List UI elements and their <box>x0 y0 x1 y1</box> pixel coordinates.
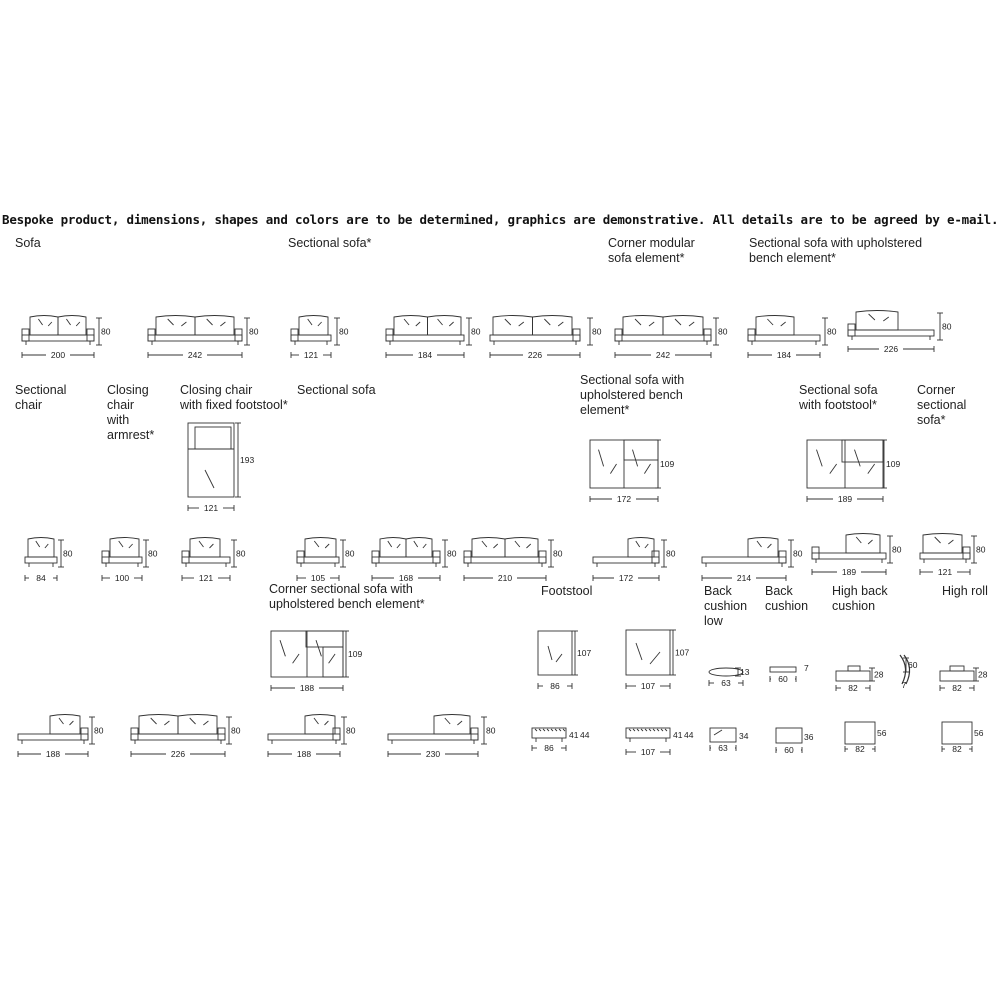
cushion-crease <box>767 319 773 325</box>
dimension-label: 80 <box>231 725 241 736</box>
cushion-crease <box>482 541 487 547</box>
label-back-cushion: Back cushion <box>765 584 809 613</box>
cushion-crease <box>36 541 40 547</box>
cushion-crease <box>645 544 648 548</box>
dimension-label: 63 <box>718 743 728 753</box>
dimension-label: 80 <box>346 725 356 736</box>
sofa-seat <box>268 734 340 740</box>
cushion-crease <box>404 319 409 325</box>
plan-crease <box>556 654 562 662</box>
cushion-crease <box>119 541 123 547</box>
cushion-crease <box>48 322 52 326</box>
footstool-stitch <box>649 729 651 731</box>
plan-crease <box>633 450 638 467</box>
cushion-crease <box>519 322 524 326</box>
cushion-crease <box>308 319 312 325</box>
sofa-seat <box>372 557 440 563</box>
plan-crease <box>548 646 552 660</box>
footstool-stitch <box>653 729 655 731</box>
cushion-crease <box>203 721 208 725</box>
cushion-crease <box>445 718 450 724</box>
dimension-label: 86 <box>544 743 554 753</box>
dimension-label: 188 <box>45 749 61 759</box>
back-cushion-shape <box>628 538 654 558</box>
dimension-label: 242 <box>655 350 671 360</box>
footstool-stitch <box>563 729 565 731</box>
cushion-crease <box>935 537 941 543</box>
plan-bench <box>306 631 343 647</box>
cushion-crease <box>397 544 400 548</box>
cushion-crease <box>856 537 861 543</box>
cushion-crease <box>66 319 70 325</box>
footstool-front <box>532 728 566 738</box>
plan-crease <box>280 640 285 656</box>
dimension-label: 121 <box>198 573 214 583</box>
sofa-seat <box>388 734 478 740</box>
dimension-label: 82 <box>855 744 865 754</box>
dimension-label: 80 <box>892 544 902 555</box>
cushion-crease <box>325 544 329 548</box>
back-cushion-shape <box>846 534 880 554</box>
dimension-label: 13 <box>740 667 750 677</box>
back-cushion-shape <box>406 538 432 558</box>
footstool-plan <box>538 631 572 675</box>
label-sectional-sofa-star: Sectional sofa* <box>288 236 372 250</box>
label-sectional-bench-1: Sectional sofa with upholstered bench element* <box>749 236 923 265</box>
dimension-label: 60 <box>778 674 788 684</box>
dimension-label: 189 <box>841 567 857 577</box>
cushion-plan <box>776 728 802 743</box>
back-cushion-shape <box>299 316 328 336</box>
footstool-stitch <box>559 729 561 731</box>
cushion-crease <box>768 544 772 548</box>
sofa-seat <box>464 557 546 563</box>
cushion-crease <box>515 541 520 547</box>
cushion-crease <box>414 541 418 547</box>
back-cushion-shape <box>505 538 538 558</box>
dimension-label: 80 <box>94 725 104 736</box>
cushion-crease <box>757 541 762 547</box>
dimension-label: 28 <box>874 669 884 680</box>
dimension-label: 100 <box>114 573 130 583</box>
dimension-label: 184 <box>776 350 792 360</box>
back-cushion-shape <box>190 538 220 558</box>
sofa-seat <box>291 335 331 341</box>
back-cushion-shape <box>305 538 336 558</box>
dimension-label: 80 <box>793 548 803 559</box>
dimension-label: 80 <box>942 321 952 332</box>
cushion-crease <box>190 718 196 724</box>
dimension-label: 109 <box>660 459 675 469</box>
dimension-label: 34 <box>739 731 749 741</box>
cushion-crease <box>164 721 169 725</box>
dimension-label: 80 <box>447 548 457 559</box>
footstool-stitch <box>633 729 635 731</box>
label-sectional-chair: Sectional chair <box>15 383 67 412</box>
dimension-label: 188 <box>296 749 312 759</box>
cushion-crease <box>781 322 786 326</box>
label-corner-modular: Corner modular sofa element* <box>608 236 695 265</box>
dimension-label: 80 <box>827 326 837 337</box>
plan-crease <box>205 470 214 488</box>
dimension-label: 7 <box>901 680 907 690</box>
dimension-label: 56 <box>877 728 887 738</box>
dimension-label: 172 <box>616 494 632 504</box>
cushion-crease <box>210 544 214 548</box>
back-cushion-shape <box>110 538 139 558</box>
cushion-crease <box>868 540 872 544</box>
dimension-label: 82 <box>952 683 962 693</box>
back-cushion-shape <box>156 316 195 336</box>
dimension-label: 80 <box>486 725 496 736</box>
back-cushion-shape <box>856 311 898 331</box>
dimension-label: 214 <box>736 573 752 583</box>
back-cushion-shape <box>472 538 505 558</box>
back-cushion-shape <box>30 316 58 336</box>
label-closing-chair-armrest: Closing chair with armrest* <box>107 383 155 442</box>
sofa-seat <box>22 335 94 341</box>
footstool-stitch <box>535 729 537 731</box>
dimension-label: 41 <box>673 730 683 740</box>
plan-crease <box>868 464 875 474</box>
cushion-crease <box>948 540 953 544</box>
back-cushion-shape <box>28 538 54 558</box>
back-cushion-shape <box>139 715 178 735</box>
dimension-label: 80 <box>63 548 73 559</box>
high-roll-profile <box>940 671 974 681</box>
dimension-label: 121 <box>203 503 219 513</box>
cushion-crease <box>45 544 48 548</box>
sofa-seat <box>748 335 820 341</box>
cushion-crease <box>649 322 654 326</box>
plan-crease <box>817 450 823 467</box>
dimension-label: 80 <box>666 548 676 559</box>
plan-crease <box>610 464 616 474</box>
sofa-seat <box>18 734 88 740</box>
high-roll-top <box>950 666 964 671</box>
dimension-label: 188 <box>299 683 315 693</box>
label-sofa: Sofa <box>15 236 41 250</box>
dimension-label: 41 <box>569 730 579 740</box>
footstool-stitch <box>555 729 557 731</box>
dimension-label: 60 <box>908 660 918 670</box>
cushion-crease <box>129 544 133 548</box>
plan-crease <box>636 643 642 660</box>
dimension-label: 226 <box>170 749 186 759</box>
cushion-crease <box>220 322 225 326</box>
dimension-label: 82 <box>952 744 962 754</box>
back-cushion-shape <box>178 715 217 735</box>
dimension-label: 189 <box>837 494 853 504</box>
dimension-label: 168 <box>398 573 414 583</box>
cushion-crease <box>635 319 641 325</box>
cushion-crease <box>558 322 563 326</box>
dimension-label: 107 <box>675 647 690 658</box>
dimension-label: 80 <box>553 548 563 559</box>
cushion-crease <box>318 322 322 326</box>
dimension-label: 44 <box>580 730 590 740</box>
dimension-label: 172 <box>618 573 634 583</box>
cushion-plan <box>710 728 736 742</box>
dimension-label: 80 <box>339 326 349 337</box>
cushion-crease <box>70 721 74 725</box>
cushion-crease <box>416 322 420 326</box>
cushion-crease <box>526 544 530 548</box>
footstool-front <box>626 728 670 738</box>
dimension-label: 36 <box>804 732 814 742</box>
high-cushion-top <box>848 666 860 671</box>
dimension-label: 7 <box>804 663 809 673</box>
dimension-label: 109 <box>886 459 901 469</box>
sofa-seat <box>702 557 786 563</box>
footstool-stitch <box>629 729 631 731</box>
footstool-stitch <box>641 729 643 731</box>
dimension-label: 63 <box>721 678 731 688</box>
cushion-profile <box>770 667 796 672</box>
dimension-label: 80 <box>976 544 986 555</box>
back-cushion-shape <box>533 316 573 336</box>
dimension-label: 80 <box>345 548 355 559</box>
cushion-crease <box>675 319 681 325</box>
dimension-label: 28 <box>978 669 988 680</box>
footstool-stitch <box>661 729 663 731</box>
sofa-seat <box>812 553 886 559</box>
dimension-label: 184 <box>417 350 433 360</box>
sofa-seat <box>848 330 934 336</box>
dimension-label: 107 <box>640 681 656 691</box>
dimension-label: 230 <box>425 749 441 759</box>
cushion-crease <box>689 322 694 326</box>
back-cushion-shape <box>394 316 428 336</box>
footstool-stitch <box>543 729 545 731</box>
back-cushion-shape <box>305 715 335 735</box>
cushion-crease <box>38 319 42 325</box>
sofa-seat <box>490 335 580 341</box>
plan-bench <box>624 440 658 460</box>
plan-crease <box>599 450 604 467</box>
sofa-seat <box>920 553 970 559</box>
back-cushion-shape <box>50 715 80 735</box>
label-corner-sectional: Corner sectional sofa* <box>917 383 967 427</box>
plan-crease <box>329 654 335 663</box>
sofa-seat <box>25 557 57 563</box>
dimension-label: 226 <box>883 344 899 354</box>
footstool-plan <box>626 630 670 675</box>
sofa-seat <box>131 734 225 740</box>
dimension-label: 107 <box>577 648 592 658</box>
plan-backrest <box>195 427 231 449</box>
disclaimer-notice: Bespoke product, dimensions, shapes and colors are to be determined, graphics are demonstrative. All details are to be agreed by e-mail. <box>2 212 999 227</box>
dimension-label: 80 <box>471 326 481 337</box>
cushion-plan <box>845 722 875 744</box>
footstool-stitch <box>539 729 541 731</box>
plan-crease <box>830 464 837 474</box>
cushion-crease <box>199 541 204 547</box>
dimension-label: 86 <box>550 681 560 691</box>
label-corner-sectional-bench: Corner sectional sofa with upholstered bench element* <box>269 582 425 611</box>
cushion-crease <box>168 319 174 325</box>
cushion-crease <box>883 317 888 321</box>
footstool-stitch <box>665 729 667 731</box>
sofa-seat <box>386 335 464 341</box>
label-closing-chair-footstool: Closing chair with fixed footstool* <box>180 383 288 412</box>
cushion-crease <box>181 322 186 326</box>
dimension-label: 200 <box>50 350 66 360</box>
dimension-label: 107 <box>640 747 656 757</box>
dimension-label: 84 <box>36 573 46 583</box>
sofa-seat <box>102 557 142 563</box>
dimension-label: 80 <box>101 326 111 337</box>
cushion-crease <box>869 314 875 320</box>
label-footstool: Footstool <box>541 584 593 598</box>
plan-crease <box>855 450 861 467</box>
cushion-crease <box>76 322 80 326</box>
plan-bench <box>323 647 343 677</box>
label-sectional-sofa: Sectional sofa <box>297 383 376 397</box>
back-cushion-shape <box>195 316 234 336</box>
dimension-label: 121 <box>937 567 953 577</box>
dimension-label: 60 <box>784 745 794 755</box>
dimension-label: 82 <box>848 683 858 693</box>
plan-crease <box>644 464 650 474</box>
cushion-crease <box>314 541 319 547</box>
plan-crease <box>293 654 299 663</box>
cushion-crease <box>314 718 319 724</box>
back-cushion-shape <box>756 316 794 336</box>
label-sectional-bench-2: Sectional sofa with upholstered bench element* <box>580 373 685 417</box>
cushion-crease <box>449 322 453 326</box>
sofa-seat <box>297 557 339 563</box>
dimension-label: 193 <box>240 455 255 465</box>
back-cushion-shape <box>923 534 962 554</box>
cushion-crease <box>438 319 443 325</box>
cushion-crease <box>151 718 157 724</box>
label-sectional-footstool: Sectional sofa with footstool* <box>799 383 878 412</box>
cushion-crease <box>636 541 640 547</box>
dimension-label: 80 <box>148 548 158 559</box>
sofa-seat <box>615 335 711 341</box>
footstool-stitch <box>657 729 659 731</box>
footstool-stitch <box>637 729 639 731</box>
dimension-label: 80 <box>249 326 259 337</box>
sofa-seat <box>593 557 659 563</box>
cushion-crease <box>544 319 550 325</box>
cushion-crease <box>493 544 497 548</box>
footstool-stitch <box>645 729 647 731</box>
cushion-crease <box>207 319 213 325</box>
back-cushion-shape <box>623 316 663 336</box>
sofa-seat <box>148 335 242 341</box>
plan-crease <box>650 652 660 664</box>
dimension-label: 121 <box>303 350 319 360</box>
dimension-label: 242 <box>187 350 203 360</box>
plan-crease <box>316 640 321 656</box>
cushion-crease <box>423 544 426 548</box>
back-cushion-shape <box>428 316 462 336</box>
back-cushion-shape <box>380 538 406 558</box>
dimension-label: 109 <box>348 649 363 659</box>
dimension-label: 226 <box>527 350 543 360</box>
cushion-crease <box>325 721 329 725</box>
footstool-stitch <box>551 729 553 731</box>
back-cushion-shape <box>493 316 533 336</box>
dimension-label: 80 <box>592 326 602 337</box>
dimension-label: 44 <box>684 730 694 740</box>
high-cushion-profile <box>836 671 870 681</box>
label-high-roll: High roll <box>942 584 988 598</box>
cushion-crease <box>505 319 511 325</box>
back-cushion-shape <box>58 316 86 336</box>
cushion-plan <box>942 722 972 744</box>
cushion-crease <box>59 718 64 724</box>
dimension-label: 105 <box>310 573 326 583</box>
dimension-label: 56 <box>974 728 984 738</box>
dimension-label: 80 <box>718 326 728 337</box>
cushion-crease <box>388 541 392 547</box>
label-back-cushion-low: Back cushion low <box>704 584 748 628</box>
back-cushion-shape <box>434 715 470 735</box>
dimension-label: 80 <box>236 548 246 559</box>
plan-bench <box>842 440 883 462</box>
back-cushion-shape <box>748 538 778 558</box>
plan-crease <box>714 730 722 735</box>
back-cushion-shape <box>663 316 703 336</box>
label-high-back-cushion: High back cushion <box>832 584 888 613</box>
cushion-crease <box>457 721 462 725</box>
dimension-label: 210 <box>497 573 513 583</box>
footstool-stitch <box>547 729 549 731</box>
